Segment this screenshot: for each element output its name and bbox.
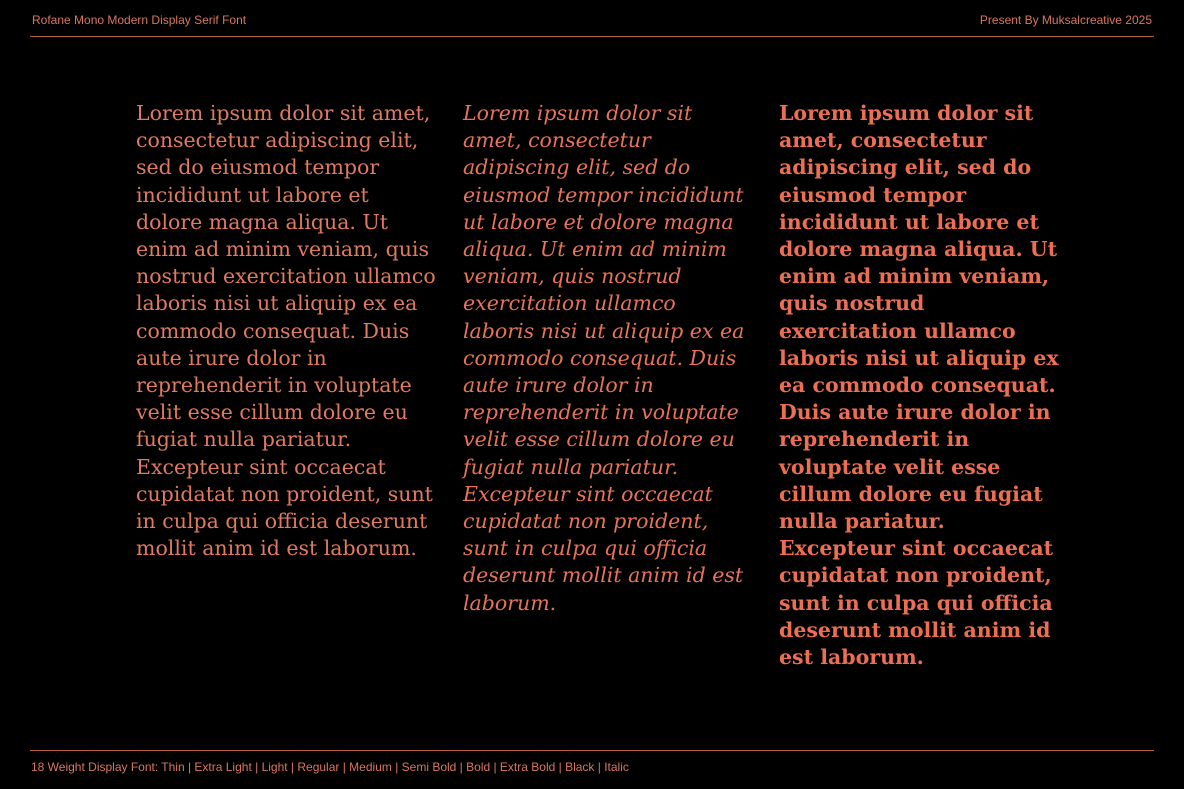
credit-text: Present By Muksalcreative 2025 (979, 13, 1152, 27)
sample-text-bold: Lorem ipsum dolor sit amet, consectetur adipiscing elit, sed do eiusmod tempor incididunt ut labore et dolore magna aliqua. Ut enim ad minim veniam, quis nostrud exercitation ullamco laboris nisi ut aliquip ex ea commodo consequat. Duis aute irure dolor in reprehenderit in voluptate velit esse cillum dolore eu fugiat nulla pariatur. Excepteur sint occaecat cupidatat non proident, sunt in culpa qui officia deserunt mollit anim id est laborum. (779, 101, 1059, 670)
header-divider (30, 36, 1154, 37)
sample-text-regular: Lorem ipsum dolor sit amet, consectetur adipiscing elit, sed do eiusmod tempor incididunt ut labore et dolore magna aliqua. Ut enim ad minim veniam, quis nostrud exercitation ullamco laboris nisi ut aliquip ex ea commodo consequat. Duis aute irure dolor in reprehenderit in voluptate velit esse cillum dolore eu fugiat nulla pariatur. Excepteur sint occaecat cupidatat non proident, sunt in culpa qui officia deserunt mollit anim id est laborum. (136, 101, 436, 561)
font-title: Rofane Mono Modern Display Serif Font (32, 13, 247, 27)
footer-divider (30, 750, 1154, 751)
weights-list: 18 Weight Display Font: Thin | Extra Light | Light | Regular | Medium | Semi Bold | Bold | Extra Bold | Black | Italic (31, 760, 629, 774)
sample-text-italic: Lorem ipsum dolor sit amet, consectetur adipiscing elit, sed do eiusmod tempor incididunt ut labore et dolore magna aliqua. Ut enim ad minim veniam, quis nostrud exercitation ullamco laboris nisi ut aliquip ex ea commodo consequat. Duis aute irure dolor in reprehenderit in voluptate velit esse cillum dolore eu fugiat nulla pariatur. Excepteur sint occaecat cupidatat non proident, sunt in culpa qui officia deserunt mollit anim id est laborum. (463, 101, 745, 615)
